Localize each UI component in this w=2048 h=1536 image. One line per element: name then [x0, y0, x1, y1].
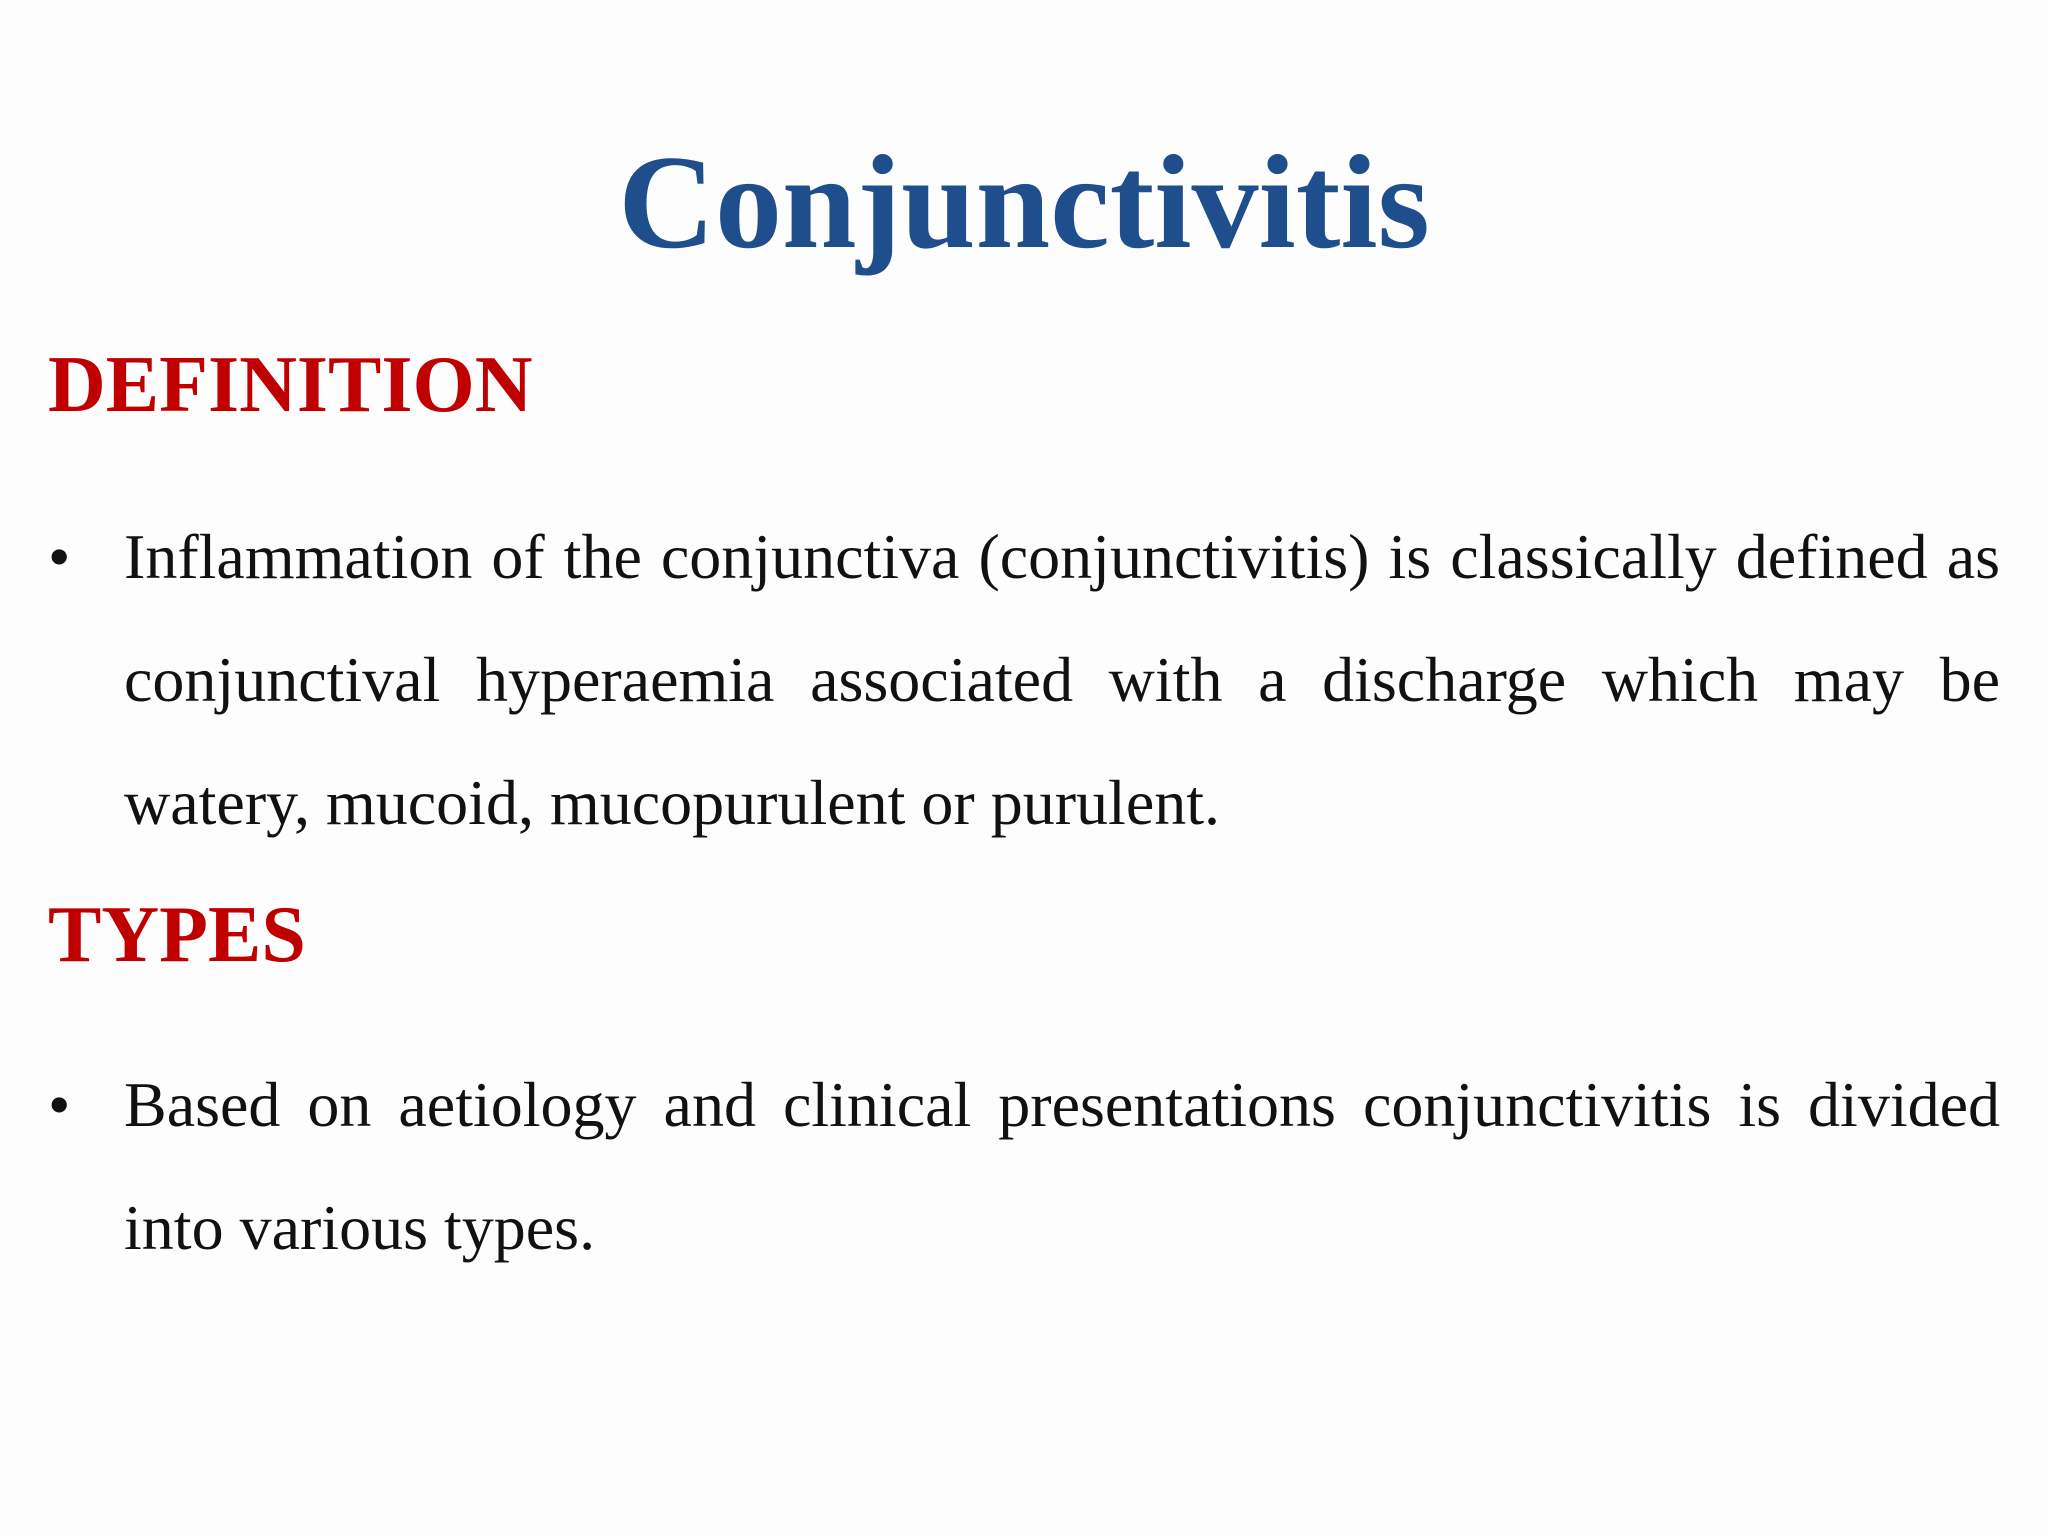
types-text: Based on aetiology and clinical presentations conjunctivitis is divided into various types. — [124, 1069, 2000, 1263]
types-heading: TYPES — [48, 891, 306, 979]
bullet-icon: • — [48, 1069, 71, 1140]
slide-title: Conjunctivitis — [618, 128, 1430, 276]
definition-heading: DEFINITION — [48, 341, 533, 429]
definition-text: Inflammation of the conjunctiva (conjunctivitis) is classically defined as conjunctival hyperaemia associated with a discharge which may be watery, mucoid, mucopurulent or purulent. — [124, 521, 2000, 838]
bullet-icon: • — [48, 521, 71, 592]
